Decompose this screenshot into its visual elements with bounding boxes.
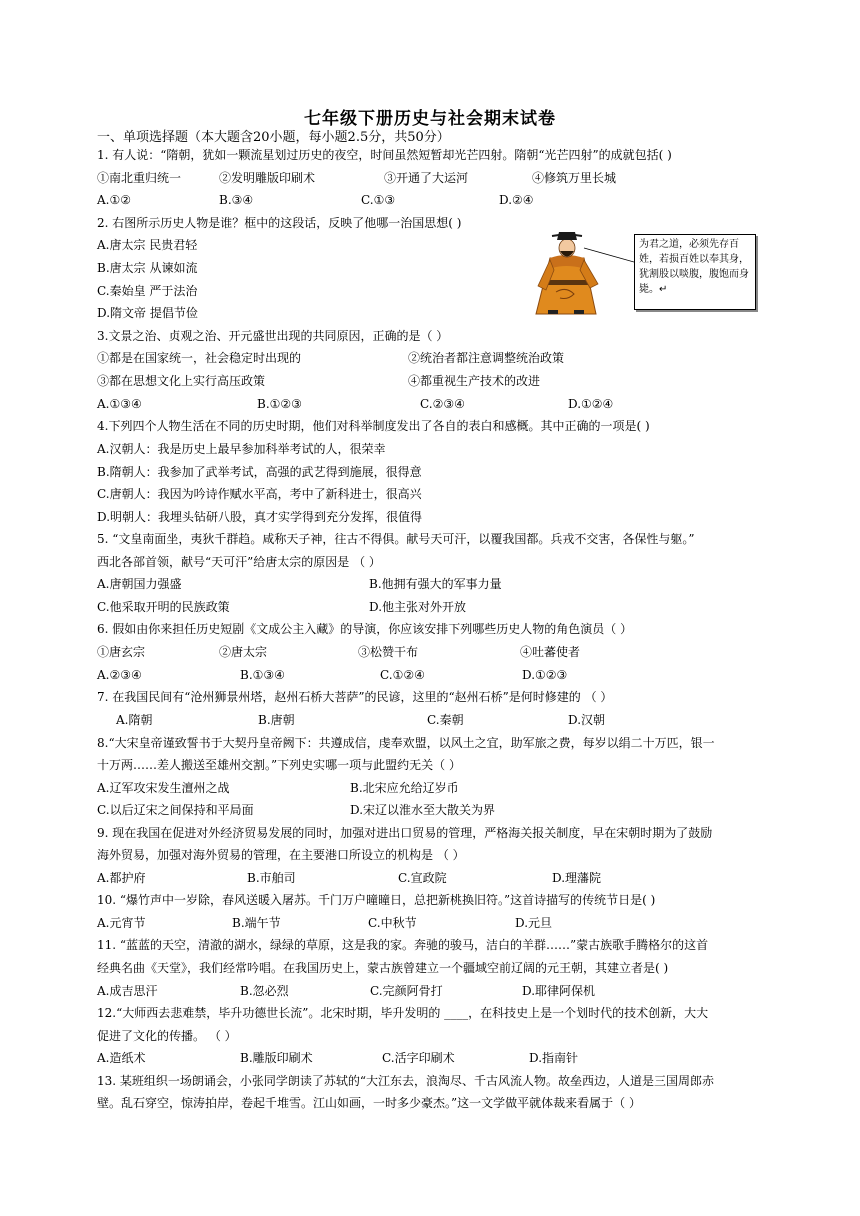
q10-stem: 10. “爆竹声中一岁除，春风送暖入屠苏。千门万户曈曈日，总把新桃换旧符。”这首诗描写的传统节日是( ) (97, 893, 656, 907)
q3-item-1: ①都是在国家统一，社会稳定时出现的 (97, 351, 302, 365)
q5-option-a: A.唐朝国力强盛 (97, 577, 182, 591)
q6-option-b: B.①③④ (240, 668, 285, 682)
q11-option-a: A.成吉思汗 (97, 984, 158, 998)
q5-option-b: B.他拥有强大的军事力量 (369, 577, 502, 591)
q13-stem-line-2: 壁。乱石穿空，惊涛拍岸，卷起千堆雪。江山如画，一时多少豪杰。”这一文学做平就体裁来看属于（ ） (97, 1096, 641, 1110)
q8-stem-line-2: 十万两……差人搬送至雄州交割。”下列史实哪一项与此盟约无关（ ） (97, 758, 461, 772)
q12-option-b: B.雕版印刷术 (240, 1051, 313, 1065)
q10-option-b: B.端午节 (232, 916, 281, 930)
q12-stem-line-2: 促进了文化的传播。 （ ） (97, 1029, 237, 1043)
q1-item-4: ④修筑万里长城 (532, 171, 617, 185)
q1-option-a: A.①② (97, 193, 131, 207)
q3-stem: 3.文景之治、贞观之治、开元盛世出现的共同原因，正确的是（ ） (97, 329, 449, 343)
q12-option-d: D.指南针 (529, 1051, 579, 1065)
q9-option-a: A.都护府 (97, 871, 146, 885)
q9-option-b: B.市舶司 (247, 871, 296, 885)
q6-item-1: ①唐玄宗 (97, 645, 146, 659)
q6-item-3: ③松赞干布 (358, 645, 419, 659)
q1-stem: 1. 有人说：“隋朝，犹如一颗流星划过历史的夜空，时间虽然短暂却光芒四射。隋朝“光芒四射”的成就包括( ) (97, 148, 672, 162)
q1-item-1: ①南北重归统一 (97, 171, 182, 185)
q1-option-b: B.③④ (219, 193, 254, 207)
q6-item-4: ④吐蕃使者 (520, 645, 581, 659)
q11-option-d: D.耶律阿保机 (522, 984, 596, 998)
q8-option-c: C.以后辽宋之间保持和平局面 (97, 803, 254, 817)
q13-stem-line-1: 13. 某班组织一场朗诵会，小张同学朗读了苏轼的“大江东去，浪淘尽、千古风流人物。故垒西边，人道是三国周郎赤 (97, 1074, 715, 1088)
q7-stem: 7. 在我国民间有“沧州狮景州塔，赵州石桥大菩萨”的民谚，这里的“赵州石桥”是何时修建的 （ ） (97, 690, 613, 704)
q9-stem-line-2: 海外贸易，加强对海外贸易的管理，在主要港口所设立的机构是 （ ） (97, 848, 465, 862)
q9-option-d: D.理藩院 (552, 871, 602, 885)
q6-item-2: ②唐太宗 (219, 645, 268, 659)
q8-option-a: A.辽军攻宋发生澶州之战 (97, 781, 230, 795)
q3-item-4: ④都重视生产技术的改进 (408, 374, 541, 388)
q6-option-a: A.②③④ (97, 668, 142, 682)
q1-option-d: D.②④ (499, 193, 534, 207)
emperor-figure (522, 224, 762, 316)
q5-option-d: D.他主张对外开放 (369, 600, 467, 614)
q3-option-c: C.②③④ (420, 397, 465, 411)
q12-option-a: A.造纸术 (97, 1051, 146, 1065)
q2-option-b: B.唐太宗 从谏如流 (97, 261, 198, 275)
q2-option-c: C.秦始皇 严于法治 (97, 284, 198, 298)
q11-stem-line-2: 经典名曲《天堂》，我们经常吟唱。在我国历史上，蒙古族曾建立一个疆域空前辽阔的元王朝，其建立者是( ) (97, 961, 669, 975)
quote-bubble: 为君之道，必须先存百姓，若损百姓以奉其身，犹割股以啖腹，腹饱而身毙。↵ (634, 234, 756, 310)
q3-option-b: B.①②③ (257, 397, 302, 411)
q8-stem-line-1: 8.“大宋皇帝谨致誓书于大契丹皇帝阙下：共遵成信，虔奉欢盟，以风土之宜，助军旅之费，每岁以绢二十万匹，银一 (97, 736, 715, 750)
q3-option-a: A.①③④ (97, 397, 142, 411)
q9-stem-line-1: 9. 现在我国在促进对外经济贸易发展的同时，加强对进出口贸易的管理，严格海关报关制度，早在宋朝时期为了鼓励 (97, 826, 713, 840)
q2-stem: 2. 右图所示历史人物是谁？框中的这段话，反映了他哪一治国思想( ) (97, 216, 462, 230)
q1-item-2: ②发明雕版印刷术 (219, 171, 316, 185)
q5-stem-line-2: 西北各部首领，献号“天可汗”给唐太宗的原因是 （ ） (97, 555, 381, 569)
q4-option-b: B.隋朝人：我参加了武举考试，高强的武艺得到施展，很得意 (97, 465, 422, 479)
q6-option-c: C.①②④ (380, 668, 425, 682)
q2-option-a: A.唐太宗 民贵君轻 (97, 238, 198, 252)
q7-option-d: D.汉朝 (568, 713, 606, 727)
q9-option-c: C.宣政院 (398, 871, 447, 885)
q6-stem: 6. 假如由你来担任历史短剧《文成公主入藏》的导演，你应该安排下列哪些历史人物的角色演员（ ） (97, 622, 633, 636)
q12-stem-line-1: 12.“大师西去悲难禁，毕升功德世长流”。北宋时期，毕升发明的 ____，在科技史上是一个划时代的技术创新，大大 (97, 1006, 709, 1020)
q6-option-d: D.①②③ (522, 668, 568, 682)
q7-option-c: C.秦朝 (427, 713, 464, 727)
q3-item-2: ②统治者都注意调整统治政策 (408, 351, 565, 365)
q10-option-a: A.元宵节 (97, 916, 146, 930)
q7-option-a: A.隋朝 (116, 713, 153, 727)
q11-option-c: C.完颜阿骨打 (370, 984, 443, 998)
q4-stem: 4.下列四个人物生活在不同的历史时期，他们对科举制度发出了各自的表白和感概。其中正确的一项是( ) (97, 419, 650, 433)
q2-option-d: D.隋文帝 提倡节俭 (97, 306, 198, 320)
q8-option-d: D.宋辽以淮水至大散关为界 (350, 803, 496, 817)
q5-stem-line-1: 5. “文皇南面坐，夷狄千群趋。咸称天子神，往古不得俱。献号天可汗，以覆我国都。兵戎不交害，各保性与躯。” (97, 532, 695, 546)
q12-option-c: C.活字印刷术 (382, 1051, 455, 1065)
section-heading: 一、单项选择题（本大题含20小题，每小题2.5分，共50分） (97, 130, 450, 145)
q1-item-3: ③开通了大运河 (384, 171, 469, 185)
q7-option-b: B.唐朝 (258, 713, 295, 727)
q5-option-c: C.他采取开明的民族政策 (97, 600, 230, 614)
q11-option-b: B.忽必烈 (240, 984, 289, 998)
q4-option-a: A.汉朝人：我是历史上最早参加科举考试的人，很荣幸 (97, 442, 386, 456)
q3-item-3: ③都在思想文化上实行高压政策 (97, 374, 266, 388)
q1-option-c: C.①③ (361, 193, 396, 207)
emperor-illustration (522, 224, 634, 316)
q8-option-b: B.北宋应允给辽岁币 (350, 781, 459, 795)
q10-option-d: D.元旦 (515, 916, 553, 930)
q11-stem-line-1: 11. “蓝蓝的天空，清澈的湖水，绿绿的草原，这是我的家。奔驰的骏马，洁白的羊群……”蒙古族歌手腾格尔的这首 (97, 938, 709, 952)
q10-option-c: C.中秋节 (368, 916, 417, 930)
q3-option-d: D.①②④ (568, 397, 614, 411)
q4-option-c: C.唐朝人：我因为吟诗作赋水平高，考中了新科进士，很高兴 (97, 487, 422, 501)
q4-option-d: D.明朝人：我埋头钻研八股，真才实学得到充分发挥，很值得 (97, 510, 423, 524)
exam-title: 七年级下册历史与社会期末试卷 (304, 109, 556, 129)
